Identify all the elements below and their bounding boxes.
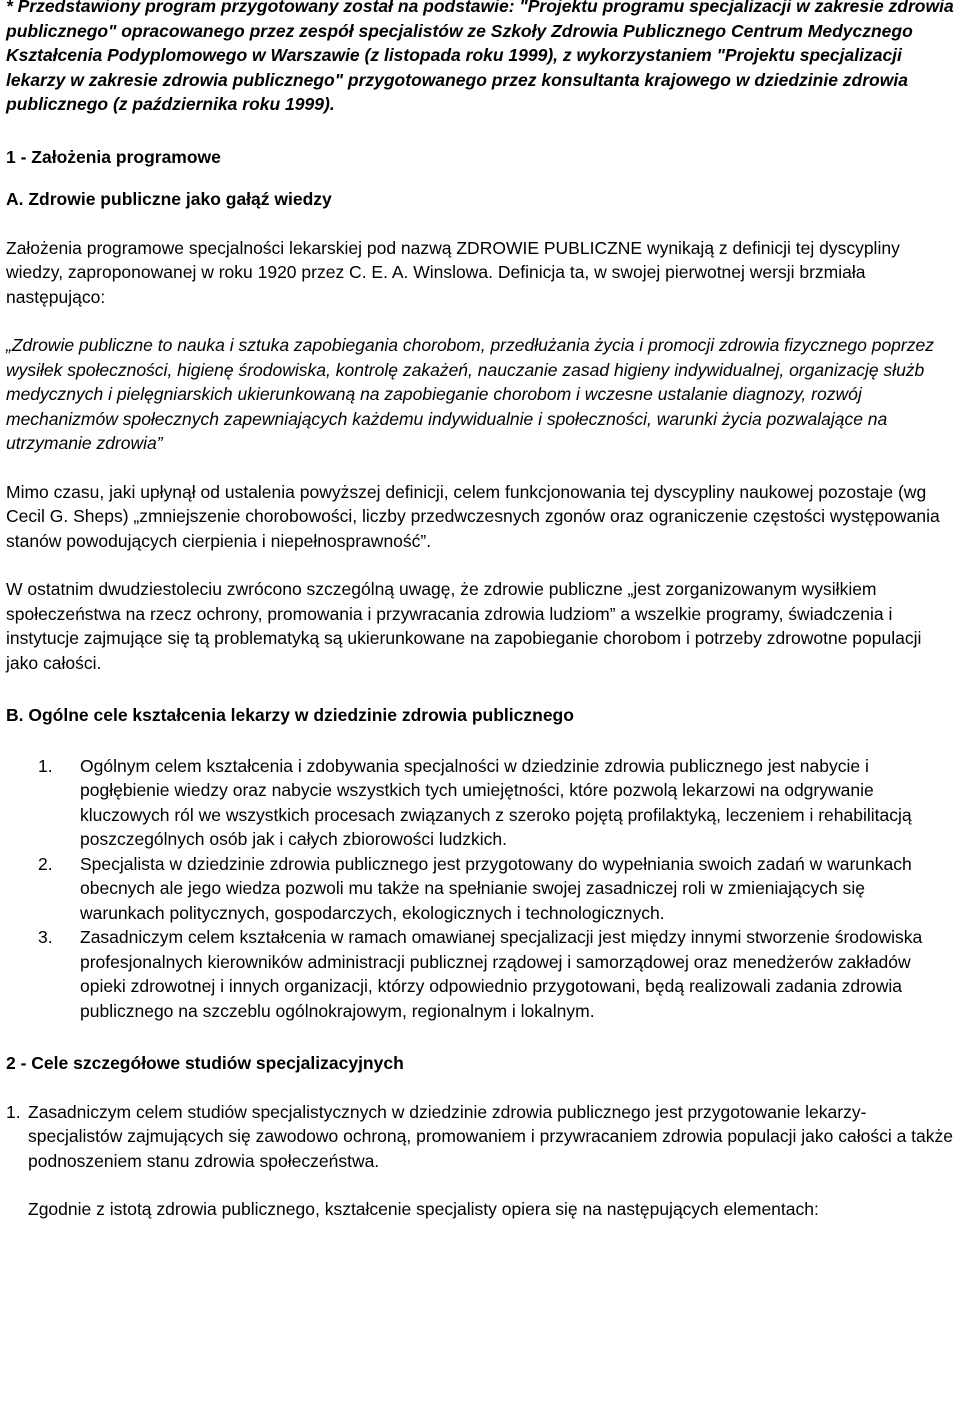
section-2-title: 2 - Cele szczegółowe studiów specjalizacyjnych: [6, 1053, 404, 1073]
section-1-title: 1 - Założenia programowe: [6, 146, 221, 167]
paragraph-elements-intro: Zgodnie z istotą zdrowia publicznego, kształcenie specjalisty opiera się na następujących elementach:: [28, 1199, 819, 1219]
paragraph-last-decades: W ostatnim dwudziestoleciu zwrócono szczególną uwagę, że zdrowie publiczne „jest zorganizowanym wysiłkiem społeczeństwa na rzecz ochrony, promowania i przywracania zdrowia ludziom” a wszelkie programy, świadczenia i instytucje zajmujące się tą problematyką są ukierunkowane na zapobieganie chorobom i potrzeby zdrowotne populacji jako całości.: [6, 579, 922, 673]
list-item-number: 1.: [38, 755, 53, 776]
list-item-text: Zasadniczym celem kształcenia w ramach omawianej specjalizacji jest między innymi stworzenie środowiska profesjonalnych kierowników administracji publicznej rządowej i samorządowej oraz menedżerów zakładów opieki zdrowotnej i innych organizacji, którzy odpowiednio przygotowani, będą realizowali zadania zdrowia publicznego na szczeblu ogólnokrajowym, regionalnym i lokalnym.: [80, 927, 923, 1021]
subsection-a-title: A. Zdrowie publiczne jako gałąź wiedzy: [6, 189, 332, 209]
list-item: [6, 852, 954, 926]
paragraph-sheps: Mimo czasu, jaki upłynął od ustalenia powyższej definicji, celem funkcjonowania tej dyscypliny naukowej pozostaje (wg Cecil G. Sheps) „zmniejszenie chorobowości, liczby przedwczesnych zgonów oraz ograniczenie częstości występowania stanów powodujących cierpienia i niepełnosprawność”.: [6, 481, 940, 551]
detailed-goal-item: [6, 1100, 954, 1174]
paragraph-definition-intro: Założenia programowe specjalności lekarskiej pod nazwą ZDROWIE PUBLICZNE wynikają z definicji tej dyscypliny wiedzy, zaproponowanej w roku 1920 przez C. E. A. Winslowa. Definicja ta, w swojej pierwotnej wersji brzmiała następująco:: [6, 237, 900, 307]
list-item-number: 2.: [38, 853, 53, 874]
general-goals-list: [6, 754, 954, 1024]
list-item-number: 3.: [38, 927, 53, 947]
subsection-b-title: B. Ogólne cele kształcenia lekarzy w dziedzinie zdrowia publicznego: [6, 705, 574, 725]
list-item-number: 1.: [6, 1101, 21, 1122]
intro-note: * Przedstawiony program przygotowany został na podstawie: "Projektu programu specjalizacji w zakresie zdrowia publicznego" opracowanego przez zespół specjalistów ze Szkoły Zdrowia Publicznego Centrum Medycznego Kształcenia Podyplomowego w Warszawie (z listopada roku 1999), z wykorzystaniem "Projektu specjalizacji lekarzy w zakresie zdrowia publicznego" przygotowanego przez konsultanta krajowego w dziedzinie zdrowia publicznego (z października roku 1999).: [6, 0, 954, 114]
list-item-text: Ogólnym celem kształcenia i zdobywania specjalności w dziedzinie zdrowia publicznego jest nabycie i pogłębienie wiedzy oraz nabycie wszystkich tych umiejętności, które pozwolą lekarzowi na odgrywanie kluczowych ról we wszystkich procesach związanych z szeroko pojętą profilaktyką, leczeniem i rehabilitacją poszczególnych osób jak i całych zbiorowości ludzkich.: [80, 755, 912, 849]
list-item: [6, 925, 954, 1023]
winslow-definition-quote: „Zdrowie publiczne to nauka i sztuka zapobiegania chorobom, przedłużania życia i promocji zdrowia fizycznego poprzez wysiłek społeczności, higienę środowiska, kontrolę zakażeń, nauczanie zasad higieny indywidualnej, organizację służb medycznych i pielęgniarskich ukierunkowaną na zapobieganie chorobom i wczesne ustalanie diagnozy, rozwój mechanizmów społecznych zapewniających każdemu indywidualnie i społeczności, warunki życia pozwalające na utrzymanie zdrowia”: [6, 335, 934, 453]
list-item: [6, 754, 954, 852]
list-item-text: Zasadniczym celem studiów specjalistycznych w dziedzinie zdrowia publicznego jest przygotowanie lekarzy-specjalistów zajmujących się zawodowo ochroną, promowaniem i przywracaniem zdrowia populacji jako całości a także podnoszeniem stanu zdrowia społeczeństwa.: [28, 1101, 953, 1171]
list-item-text: Specjalista w dziedzinie zdrowia publicznego jest przygotowany do wypełniania swoich zadań w warunkach obecnych ale jego wiedza pozwoli mu także na spełnianie swojej zasadniczej roli w zmieniających się warunkach politycznych, gospodarczych, ekologicznych i technologicznych.: [80, 853, 912, 923]
